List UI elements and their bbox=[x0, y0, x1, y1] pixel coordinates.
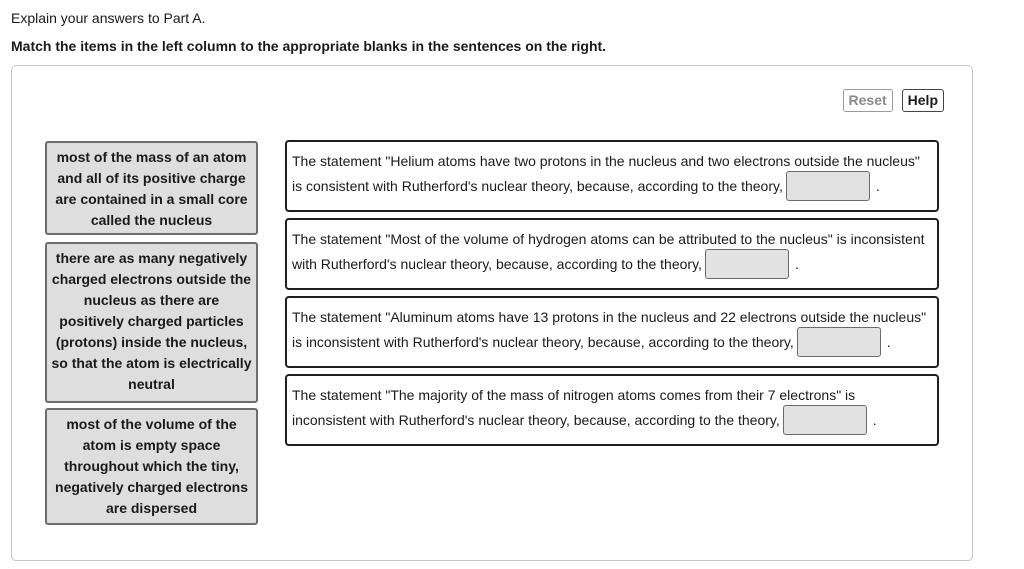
sentence-box-helium bbox=[285, 140, 939, 212]
drop-target-blank[interactable] bbox=[797, 327, 881, 357]
matching-panel bbox=[11, 65, 973, 561]
drop-target-blank[interactable] bbox=[783, 405, 867, 435]
reset-button[interactable]: Reset bbox=[843, 89, 893, 112]
sentence-line-with-blank bbox=[292, 327, 937, 357]
sentence-period: . bbox=[872, 412, 877, 428]
draggable-tile-electrically-neutral[interactable]: there are as many negatively charged electrons outside the nucleus as there are positively charged particles (protons) inside the nucleus, so that the atom is electrically neutral bbox=[45, 242, 258, 403]
intro-text: Explain your answers to Part A. bbox=[11, 10, 206, 26]
sentence-line: The statement "Helium atoms have two protons in the nucleus and two electrons outside the nucleus" bbox=[292, 153, 920, 169]
sentence-period: . bbox=[875, 178, 880, 194]
sentence-box-nitrogen bbox=[285, 374, 939, 446]
sentence-line: The statement "Most of the volume of hydrogen atoms can be attributed to the nucleus" is inconsistent bbox=[292, 231, 925, 247]
sentence-line-with-blank bbox=[292, 405, 937, 435]
sentence-line-with-blank bbox=[292, 171, 937, 201]
drop-target-blank[interactable] bbox=[705, 249, 789, 279]
sentence-box-aluminum bbox=[285, 296, 939, 368]
draggable-tile-empty-space[interactable]: most of the volume of the atom is empty space throughout which the tiny, negatively charged electrons are dispersed bbox=[45, 408, 258, 525]
drop-target-blank[interactable] bbox=[786, 171, 870, 201]
sentence-line: The statement "The majority of the mass of nitrogen atoms comes from their 7 electrons" is bbox=[292, 387, 856, 403]
sentence-period: . bbox=[886, 334, 891, 350]
sentence-line: The statement "Aluminum atoms have 13 protons in the nucleus and 22 electrons outside the nucleus" bbox=[292, 309, 927, 325]
sentence-period: . bbox=[794, 256, 799, 272]
sentence-line: is consistent with Rutherford's nuclear theory, because, according to the theory, bbox=[292, 178, 783, 194]
toolbar bbox=[843, 89, 944, 112]
sentence-line: is inconsistent with Rutherford's nuclear theory, because, according to the theory, bbox=[292, 334, 794, 350]
sentence-line-with-blank bbox=[292, 249, 937, 279]
sentence-box-hydrogen bbox=[285, 218, 939, 290]
sentence-line: inconsistent with Rutherford's nuclear theory, because, according to the theory, bbox=[292, 412, 780, 428]
draggable-tile-nucleus-mass[interactable]: most of the mass of an atom and all of its positive charge are contained in a small core called the nucleus bbox=[45, 141, 258, 235]
sentence-line: with Rutherford's nuclear theory, because, according to the theory, bbox=[292, 256, 702, 272]
help-button[interactable]: Help bbox=[902, 89, 944, 112]
instruction-text: Match the items in the left column to the appropriate blanks in the sentences on the right. bbox=[11, 38, 607, 54]
